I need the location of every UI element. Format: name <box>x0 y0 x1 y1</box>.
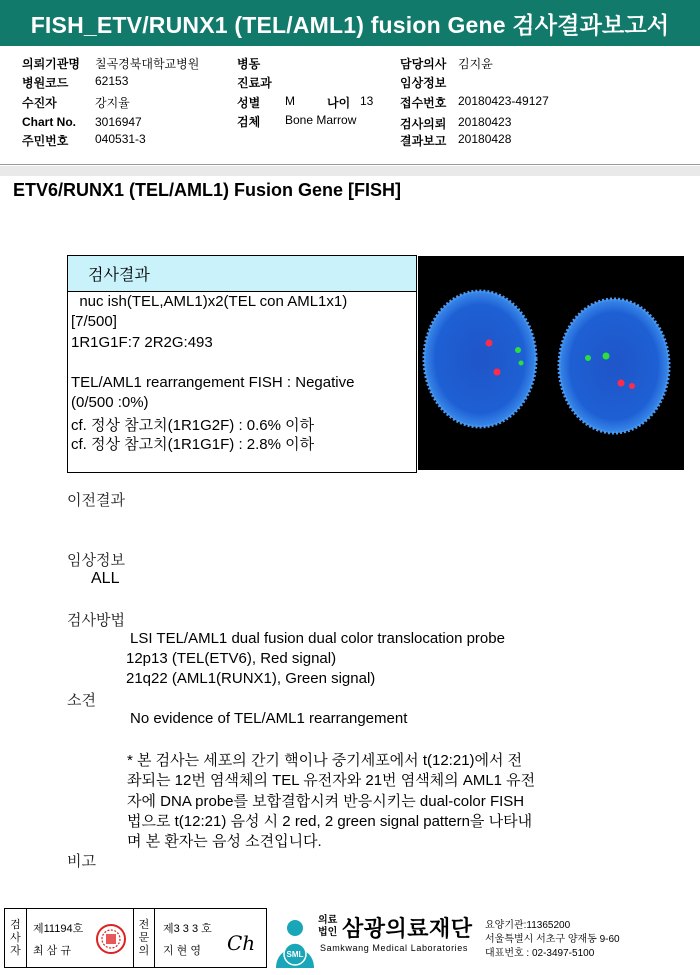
result-header-label: 검사결과 <box>88 267 150 284</box>
org-prefix-1: 의료 <box>318 915 338 926</box>
result-line: TEL/AML1 rearrangement FISH : Negative <box>71 374 355 391</box>
info-value-hospital-code: 62153 <box>95 74 129 88</box>
sml-logo-icon <box>270 910 320 968</box>
org-address: 서울특별시 서초구 양재동 9-60 <box>485 934 620 945</box>
info-value-age: 13 <box>360 94 374 108</box>
info-label-specimen: 검체 <box>237 115 261 129</box>
green-signal <box>585 355 591 361</box>
info-value-chart-no: 3016947 <box>95 115 142 129</box>
red-signal <box>486 340 493 347</box>
doctor-label <box>133 909 155 967</box>
info-label-receipt-no: 접수번호 <box>400 96 447 110</box>
doctor-label-char: 문 <box>138 931 150 944</box>
result-header <box>68 256 416 292</box>
info-value-institution: 칠곡경북대학교병원 <box>95 57 200 71</box>
section-previous-results: 이전결과 <box>67 492 125 509</box>
result-line: cf. 정상 참고치(1R1G1F) : 2.8% 이하 <box>71 436 315 453</box>
org-phone: 대표번호 : 02-3497-5100 <box>485 948 595 959</box>
fish-image <box>418 256 684 470</box>
nucleus-right <box>559 299 669 433</box>
org-code: 요양기관:11365200 <box>485 920 571 931</box>
info-label-ward: 병동 <box>237 57 261 71</box>
doctor-signature: Ch <box>227 931 256 955</box>
info-value-patient: 강지율 <box>95 96 130 110</box>
info-value-specimen: Bone Marrow <box>285 113 357 127</box>
info-label-physician: 담당의사 <box>400 57 447 71</box>
report-footer <box>0 903 700 975</box>
nucleus-left <box>424 291 536 427</box>
note-line: 법으로 t(12:21) 음성 시 2 red, 2 green signal pattern을 나타내 <box>127 813 533 830</box>
info-label-hospital-code: 병원코드 <box>22 76 69 90</box>
section-method: 검사방법 <box>67 612 125 629</box>
doctor-license-no: 제3 3 3 호 <box>163 923 212 935</box>
result-line: 1R1G1F:7 2R2G:493 <box>71 334 213 351</box>
red-signal <box>618 380 625 387</box>
green-signal <box>515 347 521 353</box>
info-value-physician: 김지윤 <box>458 57 493 71</box>
note-line: 자에 DNA probe를 보합결합시켜 반응시키는 dual-color FISH <box>127 793 525 810</box>
green-signal <box>519 361 524 366</box>
green-signal <box>603 353 610 360</box>
note-line: 며 본 환자는 음성 소견입니다. <box>127 833 322 850</box>
section-remarks: 비고 <box>67 853 96 870</box>
info-label-department: 진료과 <box>237 76 272 90</box>
org-english-name: Samkwang Medical Laboratories <box>320 943 468 953</box>
result-box <box>67 255 417 473</box>
signature-box <box>4 908 267 968</box>
note-line: 좌되는 12번 염색체의 TEL 유전자와 21번 염색체의 AML1 유전 <box>127 772 536 789</box>
findings-value: No evidence of TEL/AML1 rearrangement <box>130 710 408 727</box>
info-value-sex: M <box>285 94 295 108</box>
info-value-report-date: 20180428 <box>458 132 512 146</box>
red-signal <box>629 383 635 389</box>
doctor-label-char: 전 <box>138 918 150 931</box>
info-label-patient: 수진자 <box>22 96 57 110</box>
info-value-resident-no: 040531-3 <box>95 132 146 146</box>
result-line: nuc ish(TEL,AML1)x2(TEL con AML1x1) <box>71 293 348 310</box>
clinical-info-value: ALL <box>91 570 120 587</box>
info-label-request-date: 검사의뢰 <box>400 117 447 131</box>
examiner-license-no: 제11194호 <box>33 923 84 935</box>
org-name: 삼광의료재단 <box>342 916 473 941</box>
info-value-request-date: 20180423 <box>458 115 512 129</box>
org-prefix-2: 법인 <box>318 927 338 938</box>
note-line: * 본 검사는 세포의 간기 핵이나 중기세포에서 t(12:21)에서 전 <box>127 752 523 769</box>
examiner-label-char: 검 <box>10 918 21 931</box>
examiner-name: 최 삼 규 <box>33 945 71 957</box>
info-label-resident-no: 주민번호 <box>22 134 69 148</box>
info-value-receipt-no: 20180423-49127 <box>458 94 549 108</box>
method-line: 21q22 (AML1(RUNX1), Green signal) <box>126 670 376 687</box>
result-line: cf. 정상 참고치(1R1G2F) : 0.6% 이하 <box>71 417 315 434</box>
patient-info-panel <box>0 49 700 165</box>
method-line: LSI TEL/AML1 dual fusion dual color translocation probe <box>130 630 505 647</box>
examiner-label-char: 사 <box>10 931 21 944</box>
info-label-clinical-info: 임상정보 <box>400 76 447 90</box>
info-label-institution: 의뢰기관명 <box>22 57 80 71</box>
info-label-sex: 성별 <box>237 96 261 110</box>
result-line: (0/500 :0%) <box>71 394 149 411</box>
section-clinical-info: 임상정보 <box>67 552 125 569</box>
doctor-label-char: 의 <box>138 944 150 957</box>
doctor-name: 지 현 영 <box>163 945 201 957</box>
report-title: FISH_ETV/RUNX1 (TEL/AML1) fusion Gene 검사결과보고서 <box>30 11 670 38</box>
section-divider <box>0 166 700 176</box>
sml-logo-text: SML <box>286 950 304 959</box>
fish-nuclei-graphic <box>418 256 684 470</box>
info-label-chart-no: Chart No. <box>22 115 76 129</box>
examiner-label-char: 자 <box>10 944 21 957</box>
info-label-age: 나이 <box>327 96 351 110</box>
report-title-bar <box>0 0 700 46</box>
info-label-report-date: 결과보고 <box>400 134 447 148</box>
examiner-seal-icon <box>95 923 127 955</box>
test-heading: ETV6/RUNX1 (TEL/AML1) Fusion Gene [FISH] <box>13 180 402 200</box>
examiner-label <box>5 909 27 967</box>
section-findings: 소견 <box>67 692 96 709</box>
result-line: [7/500] <box>71 313 117 330</box>
red-signal <box>494 369 501 376</box>
method-line: 12p13 (TEL(ETV6), Red signal) <box>126 650 337 667</box>
